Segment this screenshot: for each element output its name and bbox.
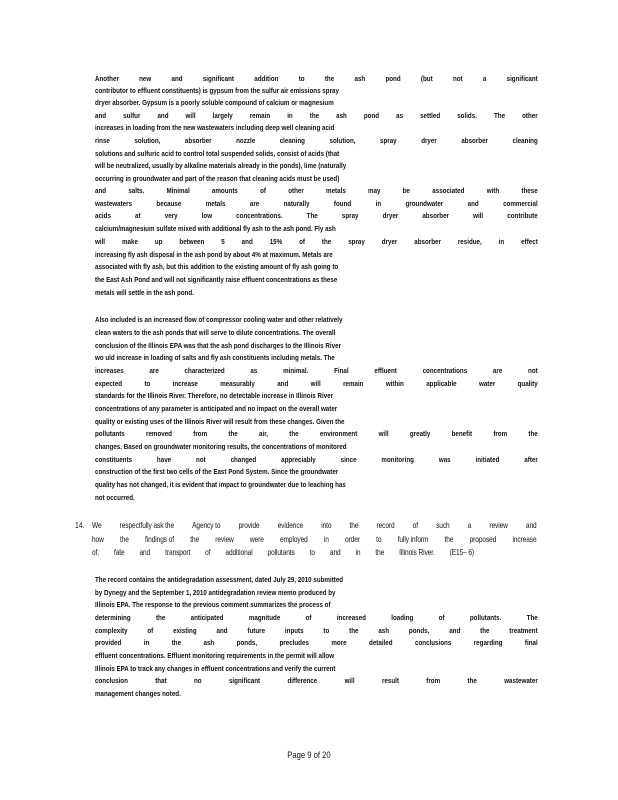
- text-line: occurring in groundwater and part of the reason that cleaning acids must be used): [95, 174, 340, 183]
- page-number: Page 9 of 20: [287, 750, 331, 760]
- text-line: standards for the Illinois River. Therefore, no detectable increase in Illinois River: [95, 391, 334, 400]
- text-line: will make up between 5 and 15% of the spray dryer absorber residue, in effect: [95, 237, 538, 246]
- text-line: concentrations of any parameter is anticipated and no impact on the overall water: [95, 404, 338, 413]
- comment-line: how the findings of the review were employed in order to fully inform the proposed increase: [92, 534, 537, 544]
- text-line: associated with fly ash, but this addition to the existing amount of fly ash going to: [95, 262, 339, 271]
- text-line: determining the anticipated magnitude of increased loading of pollutants. The: [95, 613, 538, 622]
- text-line: and salts. Minimal amounts of other metals may be associated with these: [95, 186, 538, 195]
- text-line: solutions and sulfuric acid to control total suspended solids, consist of acids (that: [95, 149, 340, 158]
- text-line: The record contains the antidegradation assessment, dated July 29, 2010 submitted: [95, 575, 344, 584]
- text-line: expected to increase measurably and will remain within applicable water quality: [95, 379, 538, 388]
- text-line: construction of the first two cells of the East Pond System. Since the groundwater: [95, 467, 339, 476]
- text-line: wastewaters because metals are naturally found in groundwater and commercial: [95, 199, 538, 208]
- text-line: quality or existing uses of the Illinois River will result from these changes. Given the: [95, 417, 345, 426]
- text-line: changes. Based on groundwater monitoring results, the concentrations of monitored: [95, 442, 347, 451]
- text-line: Also included is an increased flow of compressor cooling water and other relatively: [95, 315, 343, 324]
- text-line: increases in loading from the new wastewaters including deep well cleaning acid: [95, 123, 335, 132]
- text-line: provided in the ash ponds, precludes more detailed conclusions regarding final: [95, 638, 538, 647]
- text-line: conclusion that no significant difference will result from the wastewater: [95, 676, 538, 685]
- text-line: Illinois EPA. The response to the previous comment summarizes the process of: [95, 600, 331, 609]
- text-line: will be neutralized, usually by alkaline materials already in the ponds), lime (naturally: [95, 161, 347, 170]
- text-line: complexity of existing and future inputs to the ash ponds, and the treatment: [95, 626, 538, 635]
- text-line: pollutants removed from the air, the environment will greatly benefit from the: [95, 429, 538, 438]
- text-line: clean waters to the ash ponds that will serve to dilute concentrations. The overall: [95, 328, 336, 337]
- text-line: the East Ash Pond and will not significantly raise effluent concentrations as these: [95, 275, 338, 284]
- text-line: Another new and significant addition to the ash pond (but not a significant: [95, 74, 538, 83]
- text-line: by Dynegy and the September 1, 2010 antidegradation review memo produced by: [95, 588, 336, 597]
- text-line: effluent concentrations. Effluent monitoring requirements in the permit will allow: [95, 651, 335, 660]
- text-line: rinse solution, absorber nozzle cleaning solution, spray dryer absorber cleaning: [95, 136, 538, 145]
- text-line: calcium/magnesium sulfate mixed with additional fly ash to the ash pond. Fly ash: [95, 224, 336, 233]
- text-line: increases are characterized as minimal. Final effluent concentrations are not: [95, 366, 538, 375]
- text-line: conclusion of the Illinois EPA was that the ash pond discharges to the Illinois River: [95, 341, 341, 350]
- text-line: quality has not changed, it is evident that impact to groundwater due to leaching has: [95, 480, 346, 489]
- text-line: contributor to effluent constituents) is gypsum from the sulfur air emissions spray: [95, 86, 339, 95]
- text-line: wo uld increase in loading of salts and fly ash constituents including metals. The: [95, 353, 335, 362]
- text-line: acids at very low concentrations. The spray dryer absorber will contribute: [95, 211, 538, 220]
- comment-line: of, fate and transport of additional pollutants to and in the Illinois River. (E15– 6): [92, 547, 475, 557]
- text-line: not occurred.: [95, 493, 135, 502]
- text-line: constituents have not changed appreciably since monitoring was initiated after: [95, 455, 538, 464]
- text-line: increasing fly ash disposal in the ash pond by about 4% at maximum. Metals are: [95, 250, 333, 259]
- text-line: dryer absorber. Gypsum is a poorly soluble compound of calcium or magnesium: [95, 98, 334, 107]
- text-line: and sulfur and will largely remain in the ash pond as settled solids. The other: [95, 111, 538, 120]
- text-line: metals will settle in the ash pond.: [95, 288, 194, 297]
- text-line: Illinois EPA to track any changes in effluent concentrations and verify the current: [95, 664, 336, 673]
- comment-line: We respectfully ask the Agency to provide evidence into the record of such a review and: [92, 520, 537, 530]
- comment-number: 14.: [75, 520, 85, 530]
- text-line: management changes noted.: [95, 689, 181, 698]
